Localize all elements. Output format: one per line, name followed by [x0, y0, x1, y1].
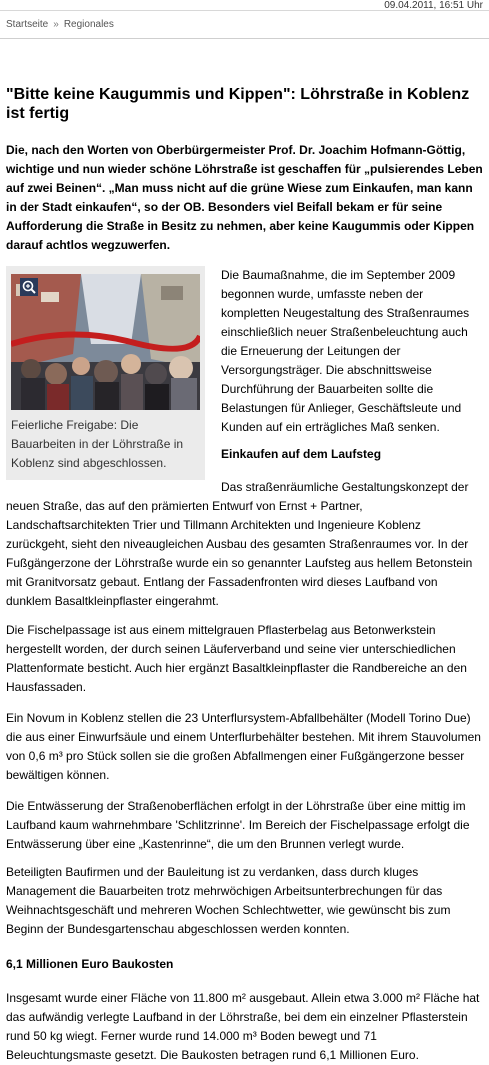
paragraph-4: Ein Novum in Koblenz stellen die 23 Unterflursystem-Abfallbehälter (Modell Torino Due) die aus einer Einwurfsäule und einem Unterflurbehälter bestehen. Mit ihrem Stauvolumen von 0,6 m³ pro Stück sollen sie die großen Abfallmengen einer Fußgängerzone besser bewältigen können. — [6, 711, 481, 782]
image-caption: Feierliche Freigabe: Die Bauarbeiten in der Löhrstraße in Koblenz sind abgeschlossen. — [11, 418, 184, 470]
photo-illustration — [11, 274, 200, 410]
image-box — [6, 266, 205, 480]
breadcrumb-home-link[interactable]: Startseite — [6, 19, 49, 30]
publish-date: 09.04.2011, 16:51 Uhr — [384, 0, 483, 11]
subheading-laufsteg: Einkaufen auf dem Laufsteg — [221, 447, 382, 461]
breadcrumb-current-link[interactable]: Regionales — [63, 19, 114, 30]
top-divider — [0, 10, 489, 11]
breadcrumb-separator: » — [53, 19, 59, 30]
article-photo[interactable] — [11, 274, 200, 410]
magnifier-plus-icon[interactable] — [20, 278, 38, 296]
paragraph-3: Die Fischelpassage ist aus einem mittelgrauen Pflasterbelag aus Betonwerkstein hergestellt worden, der durch seinen Läuferverband und seine vier unterschiedlichen Plattenformate besticht. Auch hier ergänzt Basaltkleinpflaster die Randbereiche an den Hausfassaden. — [6, 623, 467, 694]
paragraph-2: neuen Straße, das auf den prämierten Entwurf von Ernst + Partner, Landschaftsarchitekten Trier und Tillmann Architekten und Ingenieure Koblenz zurückgeht, sieht den niveaugleichen Ausbau des gesamten Straßenraumes vor. In der Fußgängerzone der Löhrstraße wurde ein so genannter Laufsteg aus hellem Betonstein mit Granitvorsatz gebaut. Entlang der Fassadenfronten wird dieses Laufband von dunklem Basaltkleinpflaster eingerahmt. — [6, 499, 473, 608]
breadcrumb-divider — [0, 38, 489, 39]
paragraph-5: Die Entwässerung der Straßenoberflächen erfolgt in der Löhrstraße über eine mittig im Laufband kaum wahrnehmbare 'Schlitzrinne'. Im Bereich der Fischelpassage erfolgt die Entwässerung über eine „Kastenrinne“, die um den Brunnen verlegt wurde. — [6, 799, 470, 851]
article-lead: Die, nach den Worten von Oberbürgermeister Prof. Dr. Joachim Hofmann-Göttig, wichtige und nun wieder schöne Löhrstraße ist geschaffen für „pulsierendes Leben auf zwei Beinen“. „Man muss nicht auf die grüne Wiese zum Einkaufen, man kann in der Stadt einkaufen“, so der OB. Besonders viel Beifall bekam er für seine Aufforderung die Straße in Besitz zu nehmen, aber keine Kaugummis oder Kippen darauf achtlos wegzuwerfen. — [6, 143, 483, 252]
subheading-baukosten: 6,1 Millionen Euro Baukosten — [6, 957, 174, 971]
paragraph-2-start: Das straßenräumliche Gestaltungskonzept der — [221, 480, 469, 494]
breadcrumb — [6, 19, 114, 30]
paragraph-7: Insgesamt wurde einer Fläche von 11.800 m² ausgebaut. Allein etwa 3.000 m² Fläche hat das aufwändig verlegte Laufband in der Löhrstraße, bei dem ein einzelner Pflasterstein rund 50 kg wiegt. Ferner wurde rund 14.000 m³ Boden bewegt und 71 Beleuchtungsmaste gesetzt. Die Baukosten betragen rund 6,1 Millionen Euro. — [6, 991, 480, 1062]
paragraph-6: Beteiligten Baufirmen und der Bauleitung ist zu verdanken, dass durch kluges Management die Bauarbeiten trotz mehrwöchigen Arbeitsunterbrechungen für das Weihnachtsgeschäft und mehreren Wochen Schlechtwetter, wie gewünscht bis zum Beginn der Bundesgartenschau abgeschlossen werden konnten. — [6, 865, 451, 936]
paragraph-1: Die Baumaßnahme, die im September 2009 begonnen wurde, umfasste neben der kompletten Neugestaltung des Straßenraumes einschließlich neuer Straßenbeleuchtung auch die Erneuerung der Leitungen der Versorgungsträger. Die abschnittsweise Durchführung der Bauarbeiten sollte die Belastungen für Anlieger, Geschäftsleute und Kunden auf ein erträgliches Maß senken. — [221, 268, 470, 434]
article-headline: "Bitte keine Kaugummis und Kippen": Löhrstraße in Koblenz ist fertig — [6, 86, 470, 122]
